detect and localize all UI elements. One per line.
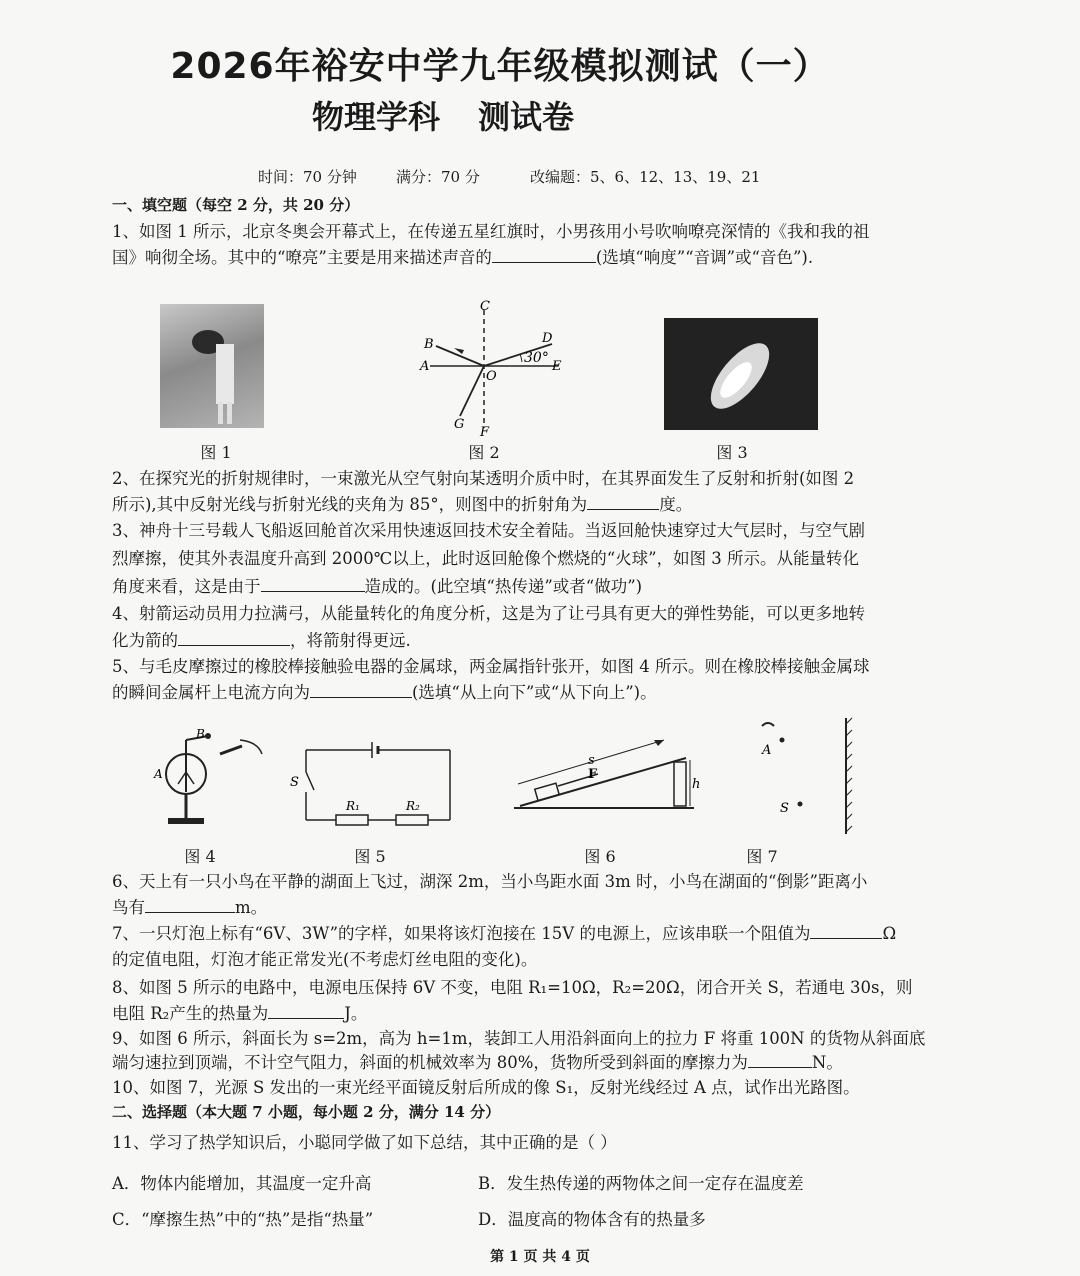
q3-line1: 3、神舟十三号载人飞船返回舱首次采用快速返回技术安全着陆。当返回舱快速穿过大气层时，与空气剧 <box>112 521 865 540</box>
q3-text-b: 造成的。(此空填“热传递”或者“做功”) <box>364 577 643 596</box>
fig3-fireball-capsule-image <box>664 318 818 430</box>
fig2-label-o: O <box>486 369 497 384</box>
q8-text-b: J。 <box>344 1004 368 1023</box>
q6-text-b: m。 <box>235 898 268 917</box>
fig6-label-s: s <box>588 753 595 768</box>
fig2-label-a: A <box>420 359 430 374</box>
q6-line1: 6、天上有一只小鸟在平静的湖面上飞过，湖深 2m，当小鸟距水面 3m 时，小鸟在湖面的“倒影”距离小 <box>112 872 868 891</box>
q5-text-a: 的瞬间金属杆上电流方向为 <box>112 683 310 702</box>
q8-line2 <box>112 1001 912 1027</box>
fig3-photo <box>664 318 818 430</box>
q6-line2 <box>112 895 912 921</box>
q9-answer-blank[interactable] <box>748 1051 812 1068</box>
fig5-circuit <box>284 742 460 832</box>
fig7-label-s: S <box>780 801 789 816</box>
section2-heading: 二、选择题（本大题 7 小题，每小题 2 分，满分 14 分） <box>112 1103 501 1121</box>
fig7-mirror <box>756 716 856 836</box>
q2-answer-blank[interactable] <box>587 493 659 510</box>
adapted-info: 改编题：5、6、12、13、19、21 <box>530 168 761 186</box>
q11-option-a[interactable]: A．物体内能增加，其温度一定升高 <box>112 1174 372 1193</box>
q3-text-a: 角度来看，这是由于 <box>112 577 261 596</box>
q8-text-a: 电阻 R₂产生的热量为 <box>112 1004 269 1023</box>
q6-answer-blank[interactable] <box>145 896 235 913</box>
q9-line1: 9、如图 6 所示，斜面长为 s=2m，高为 h=1m，装卸工人用沿斜面向上的拉力 F 将重 100N 的货物从斜面底 <box>112 1029 926 1048</box>
fig4-electroscope <box>150 726 270 830</box>
fig7-caption: 图 7 <box>746 847 778 866</box>
fig3-caption: 图 3 <box>716 443 748 462</box>
fig6-caption: 图 6 <box>584 847 616 866</box>
fig7-label-a: A <box>762 743 772 758</box>
q9-line2 <box>112 1050 912 1076</box>
fig2-caption: 图 2 <box>468 443 500 462</box>
fig1-trumpet-boy-image <box>160 304 264 428</box>
q1-line1: 1、如图 1 所示，北京冬奥会开幕式上，在传递五星红旗时，小男孩用小号吹响嘹亮深情的《我和我的祖 <box>112 222 870 241</box>
fig6-label-h: h <box>692 777 700 792</box>
fig2-refracted-ray <box>460 366 484 416</box>
fig2-label-f: F <box>480 425 490 436</box>
fig5-label-r1: R₁ <box>346 799 360 813</box>
q2-text-a: 所示),其中反射光线与折射光线的夹角为 85°，则图中的折射角为 <box>112 495 588 514</box>
q11-option-c[interactable]: C．“摩擦生热”中的“热”是指“热量” <box>112 1210 374 1229</box>
q7-answer-blank[interactable] <box>810 922 882 939</box>
fig5-label-r2: R₂ <box>406 799 420 813</box>
q4-answer-blank[interactable] <box>178 629 290 646</box>
q11-option-d[interactable]: D．温度高的物体含有的热量多 <box>478 1210 706 1229</box>
section1-heading: 一、填空题（每空 2 分，共 20 分） <box>112 196 360 214</box>
score-info: 满分：70 分 <box>396 168 480 186</box>
exam-title: 2026年裕安中学九年级模拟测试（一） <box>170 46 830 87</box>
subject-label: 物理学科 <box>312 98 441 136</box>
fig2-refraction-diagram <box>418 296 568 436</box>
q9-text-a: 端匀速拉到顶端，不计空气阻力，斜面的机械效率为 80%，货物所受到斜面的摩擦力为 <box>112 1053 748 1072</box>
q7-line2: 的定值电阻，灯泡才能正常发光(不考虑灯丝电阻的变化)。 <box>112 950 538 969</box>
fig5-label-s: S <box>290 775 299 790</box>
paper-label: 测试卷 <box>478 98 575 136</box>
time-info: 时间：70 分钟 <box>258 168 357 186</box>
q7-line1 <box>112 921 912 947</box>
q3-answer-blank[interactable] <box>261 575 365 592</box>
q10-line1: 10、如图 7，光源 S 发出的一束光经平面镜反射后所成的像 S₁，反射光线经过 A 点，试作出光路图。 <box>112 1078 860 1097</box>
fig6-incline <box>510 726 700 816</box>
exam-subtitle <box>312 92 612 138</box>
q4-line1: 4、射箭运动员用力拉满弓，从能量转化的角度分析，这是为了让弓具有更大的弹性势能，可以更多地转 <box>112 604 865 623</box>
q1-text-b: (选填“响度”“音调”或“音色”). <box>595 248 814 267</box>
q4-text-b: ，将箭射得更远. <box>290 631 411 650</box>
q3-line3 <box>112 574 912 600</box>
page-footer: 第 1 页 共 4 页 <box>490 1249 590 1265</box>
q1-line2 <box>112 245 912 271</box>
fig2-label-g: G <box>454 417 465 432</box>
q5-text-b: (选填“从上向下”或“从下向上”)。 <box>412 683 657 702</box>
q7-text-a: 7、一只灯泡上标有“6V、3W”的字样，如果将该灯泡接在 15V 的电源上，应该串联一个阻值为 <box>112 924 811 943</box>
fig2-label-c: C <box>480 299 490 314</box>
q3-line2: 烈摩擦，使其外表温度升高到 2000℃以上，此时返回舱像个燃烧的“火球”，如图 3 所示。从能量转化 <box>112 549 860 568</box>
q8-answer-blank[interactable] <box>268 1002 344 1019</box>
q5-answer-blank[interactable] <box>310 681 412 698</box>
fig2-label-e: E <box>552 359 562 374</box>
q6-text-a: 鸟有 <box>112 898 145 917</box>
q4-text-a: 化为箭的 <box>112 631 178 650</box>
fig1-caption: 图 1 <box>200 443 232 462</box>
fig2-label-b: B <box>424 337 434 352</box>
fig5-caption: 图 5 <box>354 847 386 866</box>
fig4-label-a: A <box>154 767 163 781</box>
fig2-incident-ray <box>436 346 484 366</box>
q5-line2 <box>112 680 912 706</box>
q4-line2 <box>112 628 912 654</box>
q2-line2 <box>112 492 912 518</box>
fig7-eye-icon <box>762 723 774 726</box>
fig1-photo <box>160 304 264 428</box>
q9-text-b: N。 <box>811 1053 843 1072</box>
q2-line1: 2、在探究光的折射规律时，一束激光从空气射向某透明介质中时，在其界面发生了反射和折射(如图 2 <box>112 469 855 488</box>
q5-line1: 5、与毛皮摩擦过的橡胶棒接触验电器的金属球，两金属指针张开，如图 4 所示。则在橡胶棒接触金属球 <box>112 657 870 676</box>
fig2-angle-label: 30° <box>524 350 549 366</box>
fig6-label-f: F <box>588 767 598 782</box>
q7-text-b: Ω <box>882 924 897 943</box>
q11-option-b[interactable]: B．发生热传递的两物体之间一定存在温度差 <box>478 1174 804 1193</box>
fig2-label-d: D <box>542 331 553 346</box>
fig4-caption: 图 4 <box>184 847 216 866</box>
q2-text-b: 度。 <box>659 495 693 514</box>
q11-stem: 11、学习了热学知识后，小聪同学做了如下总结，其中正确的是（ ） <box>112 1133 617 1152</box>
q1-text-a: 国》响彻全场。其中的“嘹亮”主要是用来描述声音的 <box>112 248 492 267</box>
fig4-label-b: B <box>196 727 205 741</box>
q8-line1: 8、如图 5 所示的电路中，电源电压保持 6V 不变，电阻 R₁=10Ω，R₂=20Ω，闭合开关 S，若通电 30s，则 <box>112 978 913 997</box>
q1-answer-blank[interactable] <box>492 246 596 263</box>
